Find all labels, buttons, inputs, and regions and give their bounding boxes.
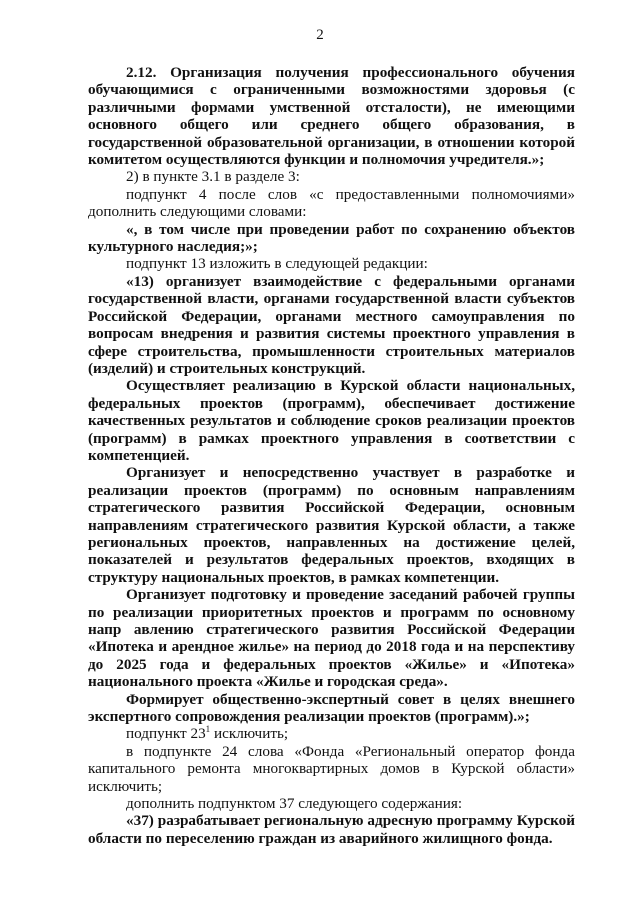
page-number: 2 (316, 27, 324, 43)
paragraph-subitem-24: в подпункте 24 слова «Фонда «Региональный оператор фонда капитального ремонта многоквартирных домов в Курской области» исключить; (88, 742, 575, 795)
paragraph-subitem-4-insert: «, в том числе при проведении работ по сохранению объектов культурного наследия;»; (88, 220, 575, 256)
paragraph-item-2: 2) в пункте 3.1 в разделе 3: (126, 168, 300, 186)
paragraph-subitem-13: подпункт 13 изложить в следующей редакции: (126, 255, 428, 273)
document-body (88, 64, 575, 847)
paragraph-working-group: Организует подготовку и проведение заседаний рабочей группы по реализации приоритетных проектов и программ по основному напр авлению стратегического развития Российской Федерации «Ипотека и арендное жилье» на период до 2018 года и на перспективу до 2025 года и федеральных проектов «Жилье» и «Ипотека» национального проекта «Жилье и городская среда». (88, 586, 575, 691)
footnote-superscript: 1 (205, 724, 211, 735)
paragraph-expert-council: Формирует общественно-экспертный совет в целях внешнего экспертного сопровождения реализации проектов (программ).»; (88, 690, 575, 726)
subitem-23-1-text-before: подпункт 23 (126, 725, 206, 743)
paragraph-organizes-participates: Организует и непосредственно участвует в разработке и реализации проектов (программ) по основным направлениям стратегического развития Российской Федерации, основным направлениям стратегического развития Курской области, а также региональных проектов, направленных на достижение целей, показателей и результатов федеральных проектов, входящих в структуру национальных проектов, в рамках компетенции. (88, 464, 575, 586)
paragraph-add-subitem-37: дополнить подпунктом 37 следующего содержания: (126, 795, 463, 813)
paragraph-subitem-4: подпункт 4 после слов «с предоставленными полномочиями» дополнить следующими словами: (88, 185, 575, 221)
paragraph-subitem-23-1 (88, 725, 575, 742)
paragraph-2-12: 2.12. Организация получения профессионального обучения обучающимися с ограниченными возможностями здоровья (с различными формами умственной отсталости), не имеющими основного общего или среднего общего образования, в государственной образовательной организации, в отношении которой комитетом осуществляются функции и полномочия учредителя.»; (88, 64, 575, 169)
paragraph-subitem-37-text: «37) разрабатывает региональную адресную программу Курской области по переселению граждан из аварийного жилищного фонда. (88, 812, 575, 847)
paragraph-implementation: Осуществляет реализацию в Курской области национальных, федеральных проектов (программ), обеспечивает достижение качественных результатов и соблюдение сроков реализации проектов (программ) в рамках проектного управления в соответствии с компетенцией. (88, 377, 575, 464)
subitem-23-1-text-after: исключить; (210, 725, 289, 743)
paragraph-subitem-13-text: «13) организует взаимодействие с федеральными органами государственной власти, органами государственной власти субъектов Российской Федерации, органами местного самоуправления по вопросам внедрения и развития системы проектного управления в сфере строительства, промышленности строительных материалов (изделий) и строительных конструкций. (88, 272, 575, 377)
